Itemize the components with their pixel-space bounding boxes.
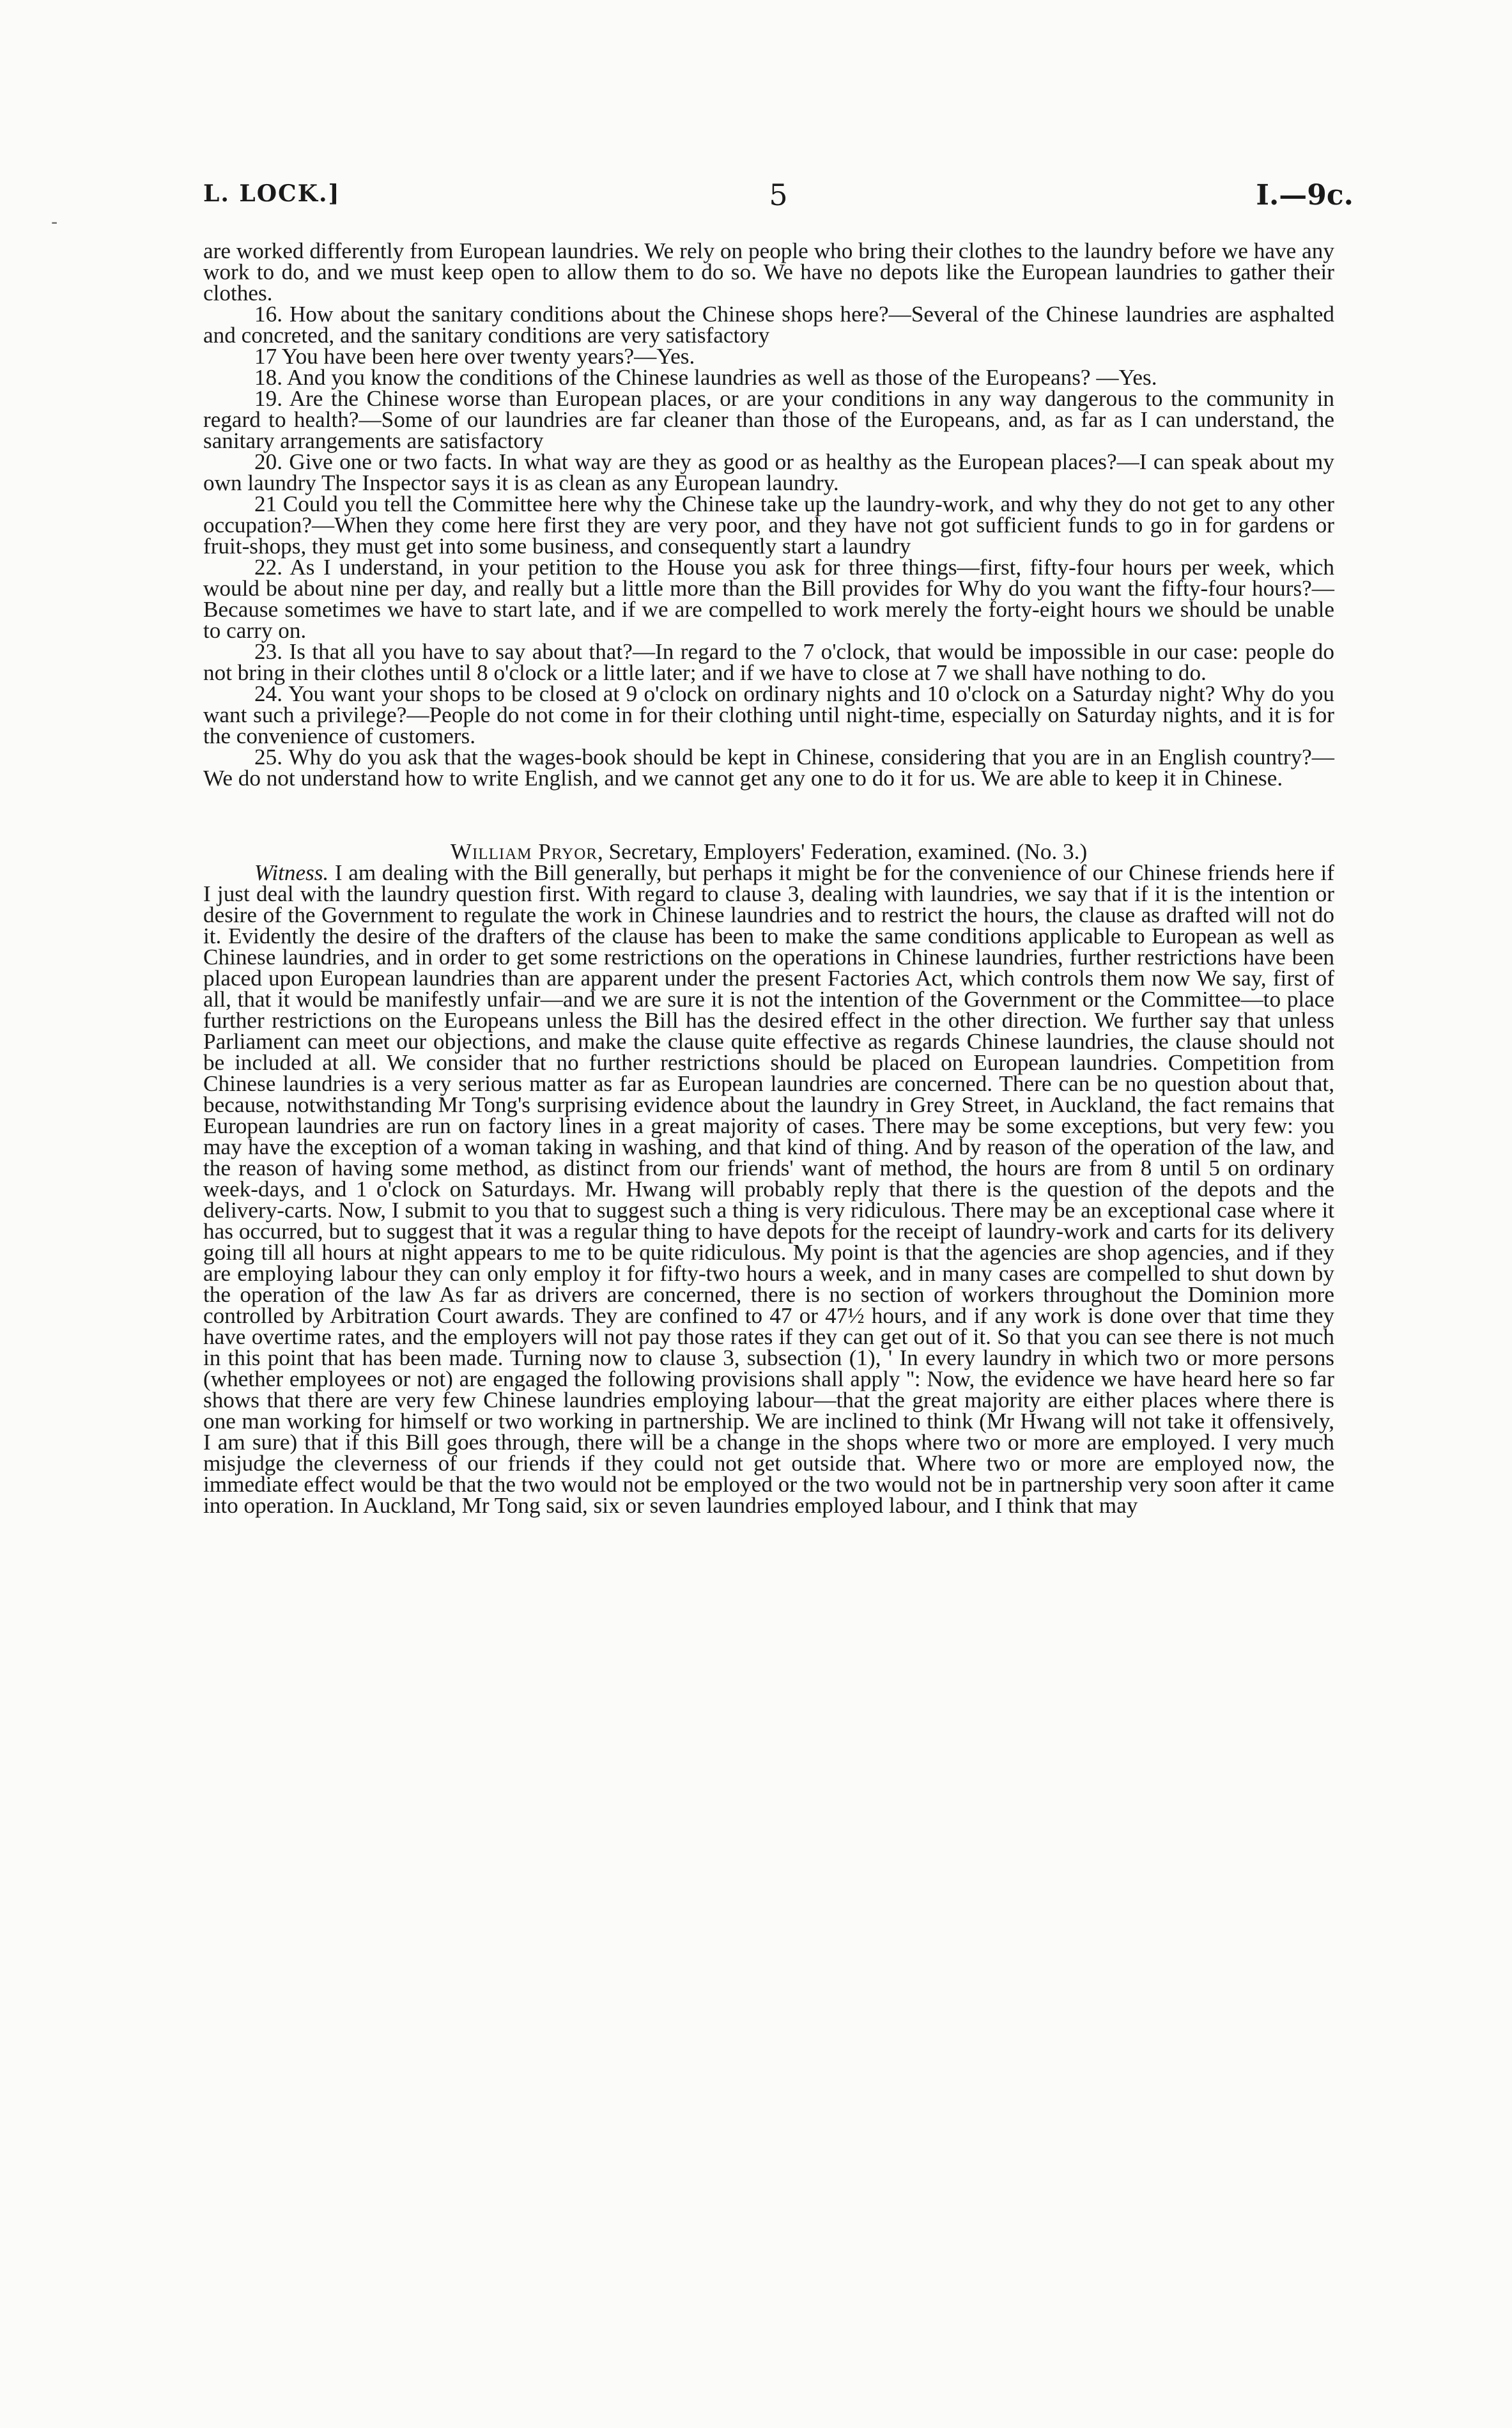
question-16: 16. How about the sanitary conditions about the Chinese shops here?—Several of the Chinese laundries are asphalted and concreted, and the sanitary conditions are very satisfactory (203, 302, 1334, 348)
question-24: 24. You want your shops to be closed at 9 o'clock on ordinary nights and 10 o'clock on a Saturday night? Why do you want such a privilege?—People do not come in for their clothing until night-time, especially on Saturday nights, and it is for the convenience of customers. (203, 681, 1334, 748)
question-20: 20. Give one or two facts. In what way are they as good or as healthy as the European places?—I can speak about my own laundry The Inspector says it is as clean as any European laundry. (203, 449, 1334, 495)
question-25: 25. Why do you ask that the wages-book should be kept in Chinese, considering that you are in an English country?—We do not understand how to write English, and we cannot get any one to do it for us. We are able to keep it in Chinese. (203, 745, 1334, 791)
question-18: 18. And you know the conditions of the Chinese laundries as well as those of the Europeans? —Yes. (254, 365, 1157, 390)
witness-heading (203, 841, 1334, 862)
question-23: 23. Is that all you have to say about that?—In regard to the 7 o'clock, that would be impossible in our case: people do not bring in their clothes until 8 o'clock or a little later; and if we have to close at 7 we shall have nothing to do. (203, 639, 1334, 685)
page-number: 5 (769, 178, 788, 212)
witness-description: , Secretary, Employers' Federation, examined. (No. 3.) (597, 839, 1088, 864)
witness-statement-text: I am dealing with the Bill generally, but perhaps it might be for the convenience of our Chinese friends here if I just deal with the laundry question first. With regard to clause 3, dealing with laundries, we say that if it is the intention or desire of the Government to regulate the work in Chinese laundries and to restrict the hours, the clause as drafted will not do it. Evidently the desire of the drafters of the clause has been to make the same conditions applicable to European as well as Chinese laundries, and in order to get some restrictions on the operations in Chinese laundries, further restrictions have been placed upon European laundries than are apparent under the present Factories Act, which controls them now We say, first of all, that it would be manifestly unfair—and we are sure it is not the intention of the Government or the Committee—to place further restrictions on the Europeans unless the Bill has the desired effect in the other direction. We further say that unless Parliament can meet our objections, and make the clause quite effective as regards Chinese laundries, the clause should not be included at all. We consider that no further restrictions should be placed on European laundries. Competition from Chinese laundries is a very serious matter as far as European laundries are concerned. There can be no question about that, because, notwithstanding Mr Tong's surprising evidence about the laundry in Grey Street, in Auckland, the fact remains that European laundries are run on factory lines in a great majority of cases. There may be some exceptions, but very few: you may have the exception of a woman taking in washing, and that kind of thing. And by reason of the operation of the law, and the reason of having some method, as distinct from our friends' want of method, the hours are from 8 until 5 on ordinary week-days, and 1 o'clock on Saturdays. Mr. Hwang will probably reply that there is the question of the depots and the delivery-carts. Now, I submit to you that to suggest such a thing is very ridiculous. There may be an exceptional case where it has occurred, but to suggest that it was a regular thing to have depots for the receipt of laundry-work and carts for its delivery going till all hours at night appears to me to be quite ridiculous. My point is that the agencies are shop agencies, and if they are employing labour they can only employ it for fifty-two hours a week, and in many cases are compelled to shut down by the operation of the law As far as drivers are concerned, there is no section of workers throughout the Dominion more controlled by Arbitration Court awards. They are confined to 47 or 47½ hours, and if any work is done over that time they have overtime rates, and the employers will not pay those rates if they can get out of it. So that you can see there is not much in this point that has been made. Turning now to clause 3, subsection (1), ' In every laundry in which two or more persons (whether employees or not) are engaged the following provisions shall apply '': Now, the evidence we have heard here so far shows that there are very few Chinese laundries employing labour—that the great majority are either places where there is one man working for himself or two working in partnership. We are inclined to think (Mr Hwang will not take it offensively, I am sure) that if this Bill goes through, there will be a change in the shops where two or more are employed. I very much misjudge the cleverness of our friends if they could not get outside that. Where two or more are employed now, the immediate effect would be that the two would not be employed or the two would not be in partnership very soon after it came into operation. In Auckland, Mr Tong said, six or seven laundries employed labour, and I think that may (203, 860, 1334, 1518)
paper-reference: I.—9c. (1256, 179, 1354, 212)
question-22: 22. As I understand, in your petition to the House you ask for three things—first, fifty-four hours per week, which would be about nine per day, and really but a little more than the Bill provides for Why do you want the fifty-four hours?—Because sometimes we have to start late, and if we are compelled to work merely the forty-eight hours we should be unable to carry on. (203, 555, 1334, 643)
witness-statement (203, 862, 1334, 1516)
witness-name: William Pryor (450, 839, 598, 864)
page-header (203, 180, 1354, 219)
header-witness-name: L. LOCK.] (203, 180, 341, 207)
margin-mark: - (51, 211, 58, 233)
body-text (203, 240, 1334, 1516)
paragraph-continuation: are worked differently from European laundries. We rely on people who bring their clothes to the laundry before we have any work to do, and we must keep open to allow them to do so. We have no depots like the European laundries to gather their clothes. (203, 238, 1334, 305)
question-21: 21 Could you tell the Committee here why the Chinese take up the laundry-work, and why they do not get to any other occupation?—When they come here first they are very poor, and they have not got sufficient funds to go in for gardens or fruit-shops, they must get into some business, and consequently start a laundry (203, 491, 1334, 559)
witness-label: Witness. (254, 860, 329, 885)
question-17: 17 You have been here over twenty years?—Yes. (254, 344, 695, 369)
question-19: 19. Are the Chinese worse than European places, or are your conditions in any way dangerous to the community in regard to health?—Some of our laundries are far cleaner than those of the Europeans, and, as far as I can understand, the sanitary arrangements are satisfactory (203, 386, 1334, 453)
